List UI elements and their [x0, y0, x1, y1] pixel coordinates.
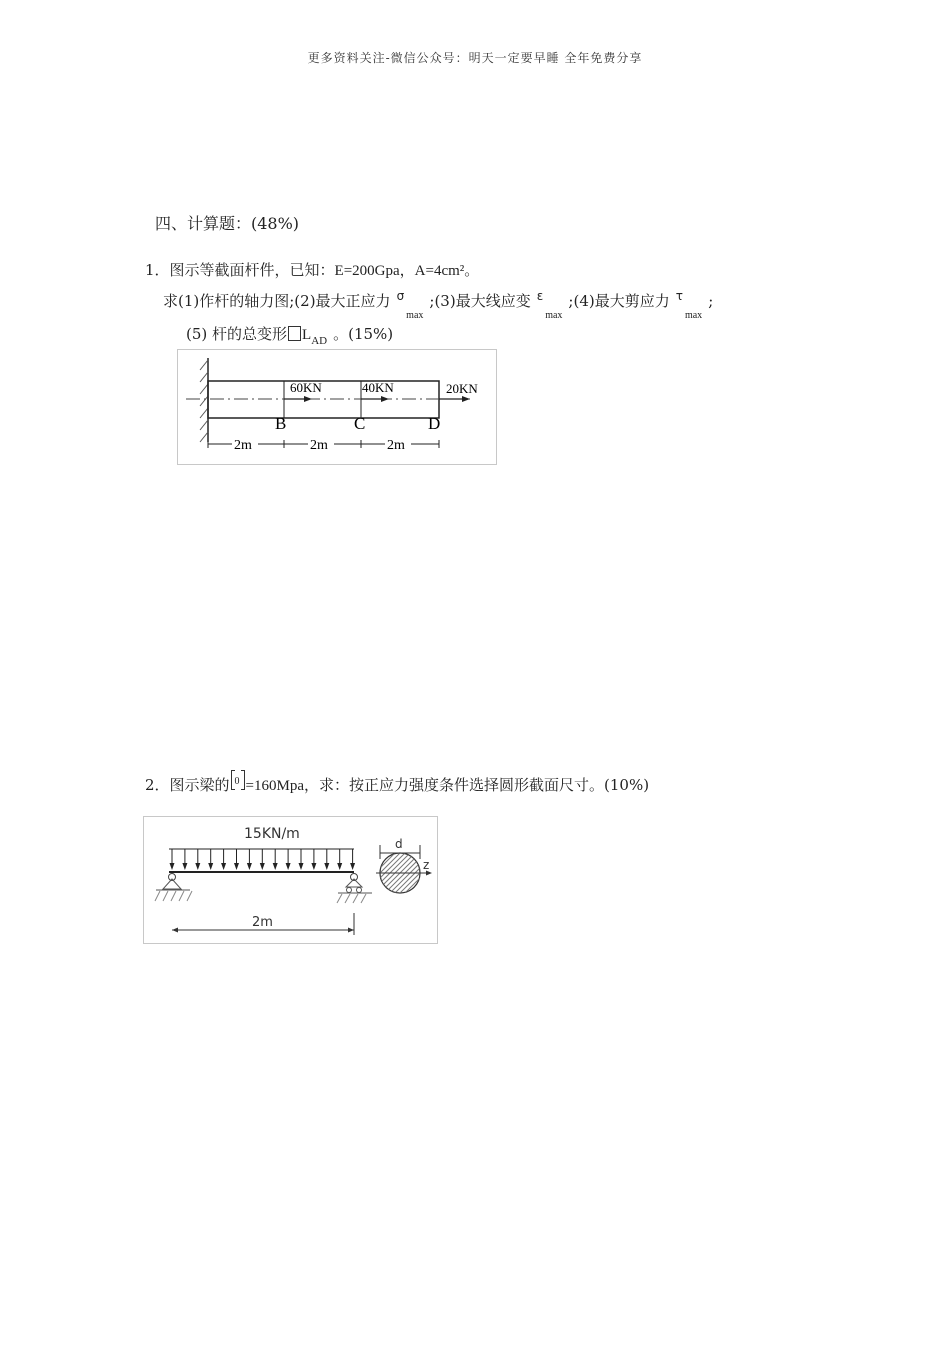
- deformation-symbol: L: [302, 327, 312, 343]
- bracket-right: [241, 770, 245, 790]
- load-arrowhead: [208, 863, 213, 870]
- roller-wheel-left: [347, 888, 352, 893]
- span-label: 2m: [252, 915, 273, 930]
- load-arrowhead: [311, 863, 316, 870]
- roller-wheel-right: [357, 888, 362, 893]
- q1-line-3-part-a: (5) 杆的总变形: [186, 325, 288, 343]
- load-arrowhead-20: [462, 396, 470, 402]
- missing-glyph-box: [288, 326, 301, 341]
- epsilon-symbol: ε: [536, 289, 544, 303]
- point-label-b: B: [275, 414, 287, 433]
- deformation-subscript: AD: [311, 335, 328, 347]
- load-arrowhead: [337, 863, 342, 870]
- section-title: 四、计算题：(48%): [155, 214, 300, 233]
- q2-rest: ，求：按正应力强度条件选择圆形截面尺寸。(10%): [304, 776, 650, 794]
- load-arrowhead: [182, 863, 187, 870]
- q1-line-2-part-b: ;(3)最大线应变: [429, 292, 531, 310]
- load-arrowhead: [324, 863, 329, 870]
- beam-diagram: [144, 817, 437, 943]
- point-label-c: C: [354, 414, 366, 433]
- load-arrowhead-60: [304, 396, 312, 402]
- sigma-subscript: max: [406, 310, 424, 321]
- z-axis-label: z: [423, 858, 430, 872]
- page-header: 更多资料关注-微信公众号：明天一定要早睡 全年免费分享: [307, 51, 643, 65]
- epsilon-subscript: max: [545, 310, 563, 321]
- figure-bar: [177, 349, 497, 465]
- load-arrowhead: [247, 863, 252, 870]
- load-arrowhead: [234, 863, 239, 870]
- q1-line-2-part-c: ;(4)最大剪应力: [568, 292, 670, 310]
- span-arrowhead-right: [348, 928, 354, 933]
- q1-line-2: [163, 289, 713, 321]
- load-arrowhead: [286, 863, 291, 870]
- point-label-d: D: [428, 414, 441, 433]
- q1-line-3: [186, 323, 393, 347]
- segment-label-ab: 2m: [234, 438, 252, 453]
- load-arrowhead: [299, 863, 304, 870]
- load-arrowhead: [195, 863, 200, 870]
- span-arrowhead-left: [172, 928, 178, 933]
- tau-subscript: max: [684, 310, 703, 321]
- load-label-60: 60KN: [290, 380, 322, 395]
- sigma-zero-subscript: 0: [234, 776, 240, 787]
- bar-diagram: [178, 350, 496, 464]
- q1-line-1-prefix: 1．图示等截面杆件，已知：: [145, 261, 335, 279]
- q1-line-3-part-b: 。(15%): [333, 325, 394, 343]
- load-arrowhead: [221, 863, 226, 870]
- left-ground-hatch: [155, 891, 192, 901]
- load-arrowhead: [170, 863, 175, 870]
- distributed-load-arrows: [170, 849, 356, 870]
- q1-line-2-part-a: 求(1)作杆的轴力图;(2)最大正应力: [163, 292, 391, 310]
- q2-line: [145, 774, 649, 795]
- segment-label-bc: 2m: [310, 438, 328, 453]
- right-ground-hatch: [337, 894, 366, 903]
- distributed-load-label: 15KN/m: [244, 826, 300, 842]
- tau-symbol: τ: [675, 289, 683, 303]
- q1-line-1: [145, 259, 479, 280]
- q1-line-1-values: E=200Gpa，A=4cm²。: [334, 263, 480, 279]
- wall-hatch: [200, 360, 208, 442]
- load-arrowhead-40: [381, 396, 389, 402]
- q2-prefix: 2．图示梁的: [145, 776, 230, 794]
- segment-label-cd: 2m: [387, 438, 405, 453]
- sigma-symbol: σ: [396, 289, 405, 303]
- q1-line-2-end: ;: [708, 292, 714, 310]
- diameter-label: d: [395, 837, 403, 851]
- load-label-40: 40KN: [362, 380, 394, 395]
- allowable-stress-symbol: [230, 774, 246, 792]
- load-arrowhead: [350, 863, 355, 870]
- q2-value: =160Mpa: [245, 778, 305, 794]
- load-arrowhead: [260, 863, 265, 870]
- load-arrowhead: [273, 863, 278, 870]
- load-label-20: 20KN: [446, 381, 478, 396]
- figure-beam: [143, 816, 438, 944]
